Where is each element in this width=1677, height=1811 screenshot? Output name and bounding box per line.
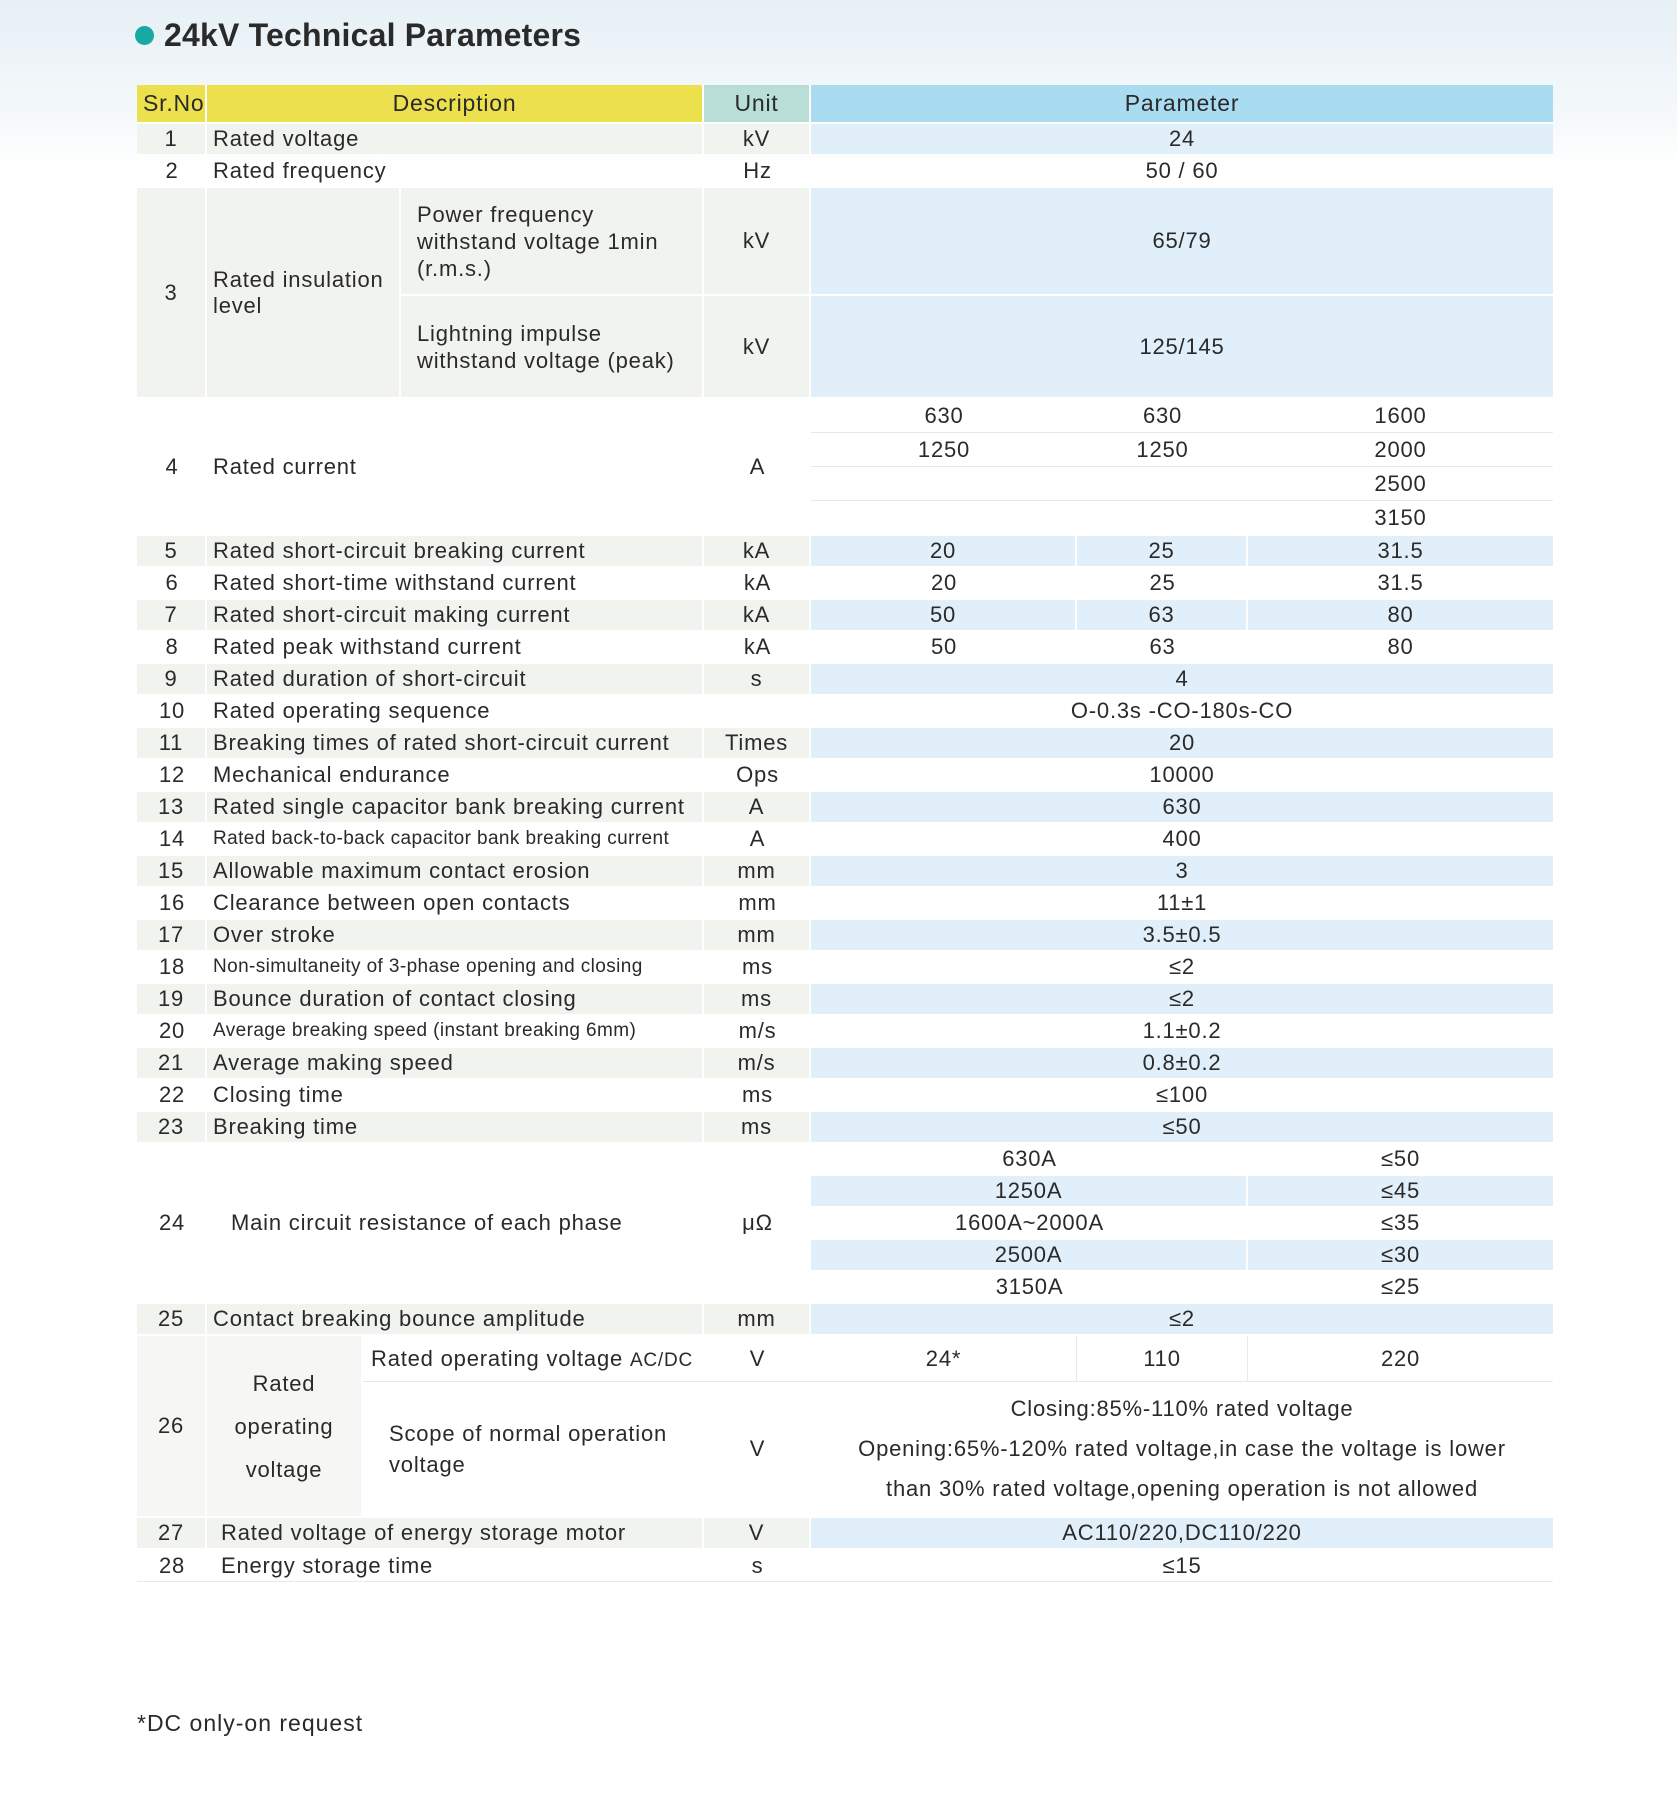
table-row	[137, 1304, 1553, 1336]
row-unit: Ops	[704, 760, 811, 792]
table-row	[137, 1518, 1553, 1550]
row-description: Main circuit resistance of each phase	[207, 1144, 704, 1304]
resistance-current: 2500A	[811, 1240, 1248, 1272]
table-row	[137, 920, 1553, 952]
row-unit: A	[704, 792, 811, 824]
header-unit: Unit	[704, 85, 811, 124]
row-description: Energy storage time	[207, 1550, 704, 1582]
row-unit: ms	[704, 1112, 811, 1144]
row-unit: ms	[704, 984, 811, 1016]
row-value: 3	[811, 856, 1553, 888]
scope-line: Opening:65%-120% rated voltage,in case the voltage is lower	[858, 1436, 1506, 1461]
row-description: Bounce duration of contact closing	[207, 984, 704, 1016]
row-number: 15	[137, 856, 207, 888]
row-description: Rated voltage	[207, 124, 704, 156]
row-number: 27	[137, 1518, 207, 1550]
row-value: 20	[811, 728, 1553, 760]
row-value: ≤2	[811, 1304, 1553, 1336]
row-subdescription: Scope of normal operation voltage	[363, 1382, 704, 1518]
current-cell: 630	[811, 399, 1077, 433]
row-number: 16	[137, 888, 207, 920]
scope-line: Closing:85%-110% rated voltage	[1010, 1396, 1354, 1421]
table-row	[137, 984, 1553, 1016]
row-unit: mm	[704, 888, 811, 920]
current-cell: 3150	[1248, 501, 1553, 536]
row-unit: kV	[704, 124, 811, 156]
row-value: 20	[811, 536, 1077, 568]
current-cell	[1077, 501, 1248, 536]
current-cell: 2500	[1248, 467, 1553, 501]
row-value: 10000	[811, 760, 1553, 792]
row-number: 19	[137, 984, 207, 1016]
row-description: Contact breaking bounce amplitude	[207, 1304, 704, 1336]
row-unit: kA	[704, 632, 811, 664]
row-description: Non-simultaneity of 3-phase opening and closing	[207, 952, 704, 984]
table-row	[137, 1112, 1553, 1144]
row-number: 18	[137, 952, 207, 984]
row-value: 0.8±0.2	[811, 1048, 1553, 1080]
row-number: 12	[137, 760, 207, 792]
row-description: Average breaking speed (instant breaking 6mm)	[207, 1016, 704, 1048]
header-description: Description	[207, 85, 704, 124]
row-unit: Times	[704, 728, 811, 760]
row-value: 65/79	[811, 188, 1553, 296]
row-unit: mm	[704, 856, 811, 888]
table-row	[137, 792, 1553, 824]
row-value: 63	[1077, 632, 1248, 664]
row-description: Rated current	[207, 399, 704, 536]
row-value: 31.5	[1248, 568, 1553, 600]
row-value: 400	[811, 824, 1553, 856]
row-number: 7	[137, 600, 207, 632]
row-value: AC110/220,DC110/220	[811, 1518, 1553, 1550]
row-value: 24	[811, 124, 1553, 156]
row-number: 5	[137, 536, 207, 568]
row-subdescription: Lightning impulse withstand voltage (peak)	[401, 296, 704, 399]
row-unit: kA	[704, 536, 811, 568]
row-unit	[704, 696, 811, 728]
table-row	[137, 1016, 1553, 1048]
row-description: Rated short-circuit making current	[207, 600, 704, 632]
row-number: 23	[137, 1112, 207, 1144]
table-header	[137, 85, 1553, 124]
table-row	[137, 568, 1553, 600]
row-description: Rated single capacitor bank breaking current	[207, 792, 704, 824]
row-description: Rated frequency	[207, 156, 704, 188]
row-description: Rated operating sequence	[207, 696, 704, 728]
scope-line: than 30% rated voltage,opening operation is not allowed	[886, 1476, 1478, 1501]
row-description: Allowable maximum contact erosion	[207, 856, 704, 888]
row-value: 125/145	[811, 296, 1553, 399]
current-cell	[811, 467, 1077, 501]
row-description: Closing time	[207, 1080, 704, 1112]
table-row	[137, 728, 1553, 760]
row-description: Average making speed	[207, 1048, 704, 1080]
row-description: Rated duration of short-circuit	[207, 664, 704, 696]
footnote: *DC only-on request	[137, 1710, 364, 1736]
header-parameter: Parameter	[811, 85, 1553, 124]
row-value: 110	[1077, 1336, 1248, 1382]
row-unit: A	[704, 399, 811, 536]
row-value: 50	[811, 632, 1077, 664]
row-description: Mechanical endurance	[207, 760, 704, 792]
row-description: Rated short-circuit breaking current	[207, 536, 704, 568]
row-value: O-0.3s -CO-180s-CO	[811, 696, 1553, 728]
row-unit: mm	[704, 1304, 811, 1336]
current-cell: 1250	[811, 433, 1077, 467]
table-row	[137, 1048, 1553, 1080]
table-row	[137, 1144, 1553, 1176]
row-number: 20	[137, 1016, 207, 1048]
table-row	[137, 856, 1553, 888]
row-value: 3.5±0.5	[811, 920, 1553, 952]
row-number: 10	[137, 696, 207, 728]
row-number: 1	[137, 124, 207, 156]
row-value: ≤50	[811, 1112, 1553, 1144]
row-description: Breaking time	[207, 1112, 704, 1144]
row-subdescription	[363, 1336, 704, 1382]
title-block	[135, 10, 581, 60]
resistance-value: ≤45	[1248, 1176, 1553, 1208]
row-unit: kA	[704, 568, 811, 600]
row-number: 14	[137, 824, 207, 856]
bullet-dot-icon	[135, 26, 154, 45]
row-unit: A	[704, 824, 811, 856]
current-cell	[1077, 467, 1248, 501]
table-row	[137, 399, 1553, 433]
row-number: 25	[137, 1304, 207, 1336]
parameters-table	[137, 85, 1553, 1582]
table-row	[137, 824, 1553, 856]
current-cell: 1600	[1248, 399, 1553, 433]
row-unit: kV	[704, 188, 811, 296]
table-row	[137, 888, 1553, 920]
row-value: ≤2	[811, 952, 1553, 984]
row-description: Rated short-time withstand current	[207, 568, 704, 600]
sub-label: Rated operating voltage	[371, 1345, 624, 1371]
row-value: 24*	[811, 1336, 1077, 1382]
resistance-value: ≤35	[1248, 1208, 1553, 1240]
row-description: Rated peak withstand current	[207, 632, 704, 664]
row-description: Over stroke	[207, 920, 704, 952]
resistance-current: 1250A	[811, 1176, 1248, 1208]
current-cell: 1250	[1077, 433, 1248, 467]
row-unit: kV	[704, 296, 811, 399]
row-value: 1.1±0.2	[811, 1016, 1553, 1048]
row-value: 50 / 60	[811, 156, 1553, 188]
row-value: 80	[1248, 632, 1553, 664]
row-value: ≤100	[811, 1080, 1553, 1112]
row-number: 26	[137, 1336, 207, 1518]
row-unit: m/s	[704, 1016, 811, 1048]
table-row	[137, 1336, 1553, 1382]
row-number: 28	[137, 1550, 207, 1582]
row-unit: ms	[704, 1080, 811, 1112]
resistance-value: ≤30	[1248, 1240, 1553, 1272]
table-row	[137, 124, 1553, 156]
row-number: 24	[137, 1144, 207, 1304]
row-number: 9	[137, 664, 207, 696]
table-row	[137, 1550, 1553, 1582]
row-value: 63	[1077, 600, 1248, 632]
row-unit: mm	[704, 920, 811, 952]
row-subdescription: Power frequency withstand voltage 1min (r.m.s.)	[401, 188, 704, 296]
row-description: Rated operating voltage	[207, 1336, 363, 1518]
row-unit: ms	[704, 952, 811, 984]
row-unit: s	[704, 664, 811, 696]
row-unit: V	[704, 1382, 811, 1518]
row-value: 220	[1248, 1336, 1553, 1382]
row-value: ≤2	[811, 984, 1553, 1016]
row-number: 6	[137, 568, 207, 600]
row-value: ≤15	[811, 1550, 1553, 1582]
row-number: 8	[137, 632, 207, 664]
row-description: Clearance between open contacts	[207, 888, 704, 920]
table-row	[137, 696, 1553, 728]
row-unit: V	[704, 1336, 811, 1382]
row-number: 3	[137, 188, 207, 399]
row-unit: μΩ	[704, 1144, 811, 1304]
row-number: 17	[137, 920, 207, 952]
row-description: Rated back-to-back capacitor bank breaking current	[207, 824, 704, 856]
row-value: 80	[1248, 600, 1553, 632]
row-value: 25	[1077, 568, 1248, 600]
row-value: 31.5	[1248, 536, 1553, 568]
table-row	[137, 760, 1553, 792]
row-value: 11±1	[811, 888, 1553, 920]
row-value: 4	[811, 664, 1553, 696]
row-number: 13	[137, 792, 207, 824]
row-unit: V	[704, 1518, 811, 1550]
table-row	[137, 536, 1553, 568]
row-value: 50	[811, 600, 1077, 632]
row-number: 4	[137, 399, 207, 536]
table-row	[137, 632, 1553, 664]
row-unit: kA	[704, 600, 811, 632]
row-description: Breaking times of rated short-circuit current	[207, 728, 704, 760]
current-cell: 2000	[1248, 433, 1553, 467]
table-row	[137, 156, 1553, 188]
table-row	[137, 188, 1553, 296]
current-cell	[811, 501, 1077, 536]
row-unit: s	[704, 1550, 811, 1582]
table-row	[137, 952, 1553, 984]
row-number: 22	[137, 1080, 207, 1112]
resistance-value: ≤25	[1248, 1272, 1553, 1304]
row-description: Rated insulation level	[207, 188, 401, 399]
resistance-current: 3150A	[811, 1272, 1248, 1304]
row-description: Rated voltage of energy storage motor	[207, 1518, 704, 1550]
current-cell: 630	[1077, 399, 1248, 433]
row-value: 20	[811, 568, 1077, 600]
sub-label-suffix: AC/DC	[629, 1349, 694, 1371]
row-unit: m/s	[704, 1048, 811, 1080]
operation-voltage-scope	[811, 1382, 1553, 1518]
resistance-value: ≤50	[1248, 1144, 1553, 1176]
table-row	[137, 1080, 1553, 1112]
row-number: 11	[137, 728, 207, 760]
row-number: 21	[137, 1048, 207, 1080]
resistance-current: 1600A~2000A	[811, 1208, 1248, 1240]
row-value: 630	[811, 792, 1553, 824]
resistance-current: 630A	[811, 1144, 1248, 1176]
row-unit: Hz	[704, 156, 811, 188]
row-number: 2	[137, 156, 207, 188]
row-value: 25	[1077, 536, 1248, 568]
table-row	[137, 664, 1553, 696]
header-sr: Sr.No	[137, 85, 207, 124]
page-title: 24kV Technical Parameters	[164, 16, 582, 53]
table-row	[137, 600, 1553, 632]
